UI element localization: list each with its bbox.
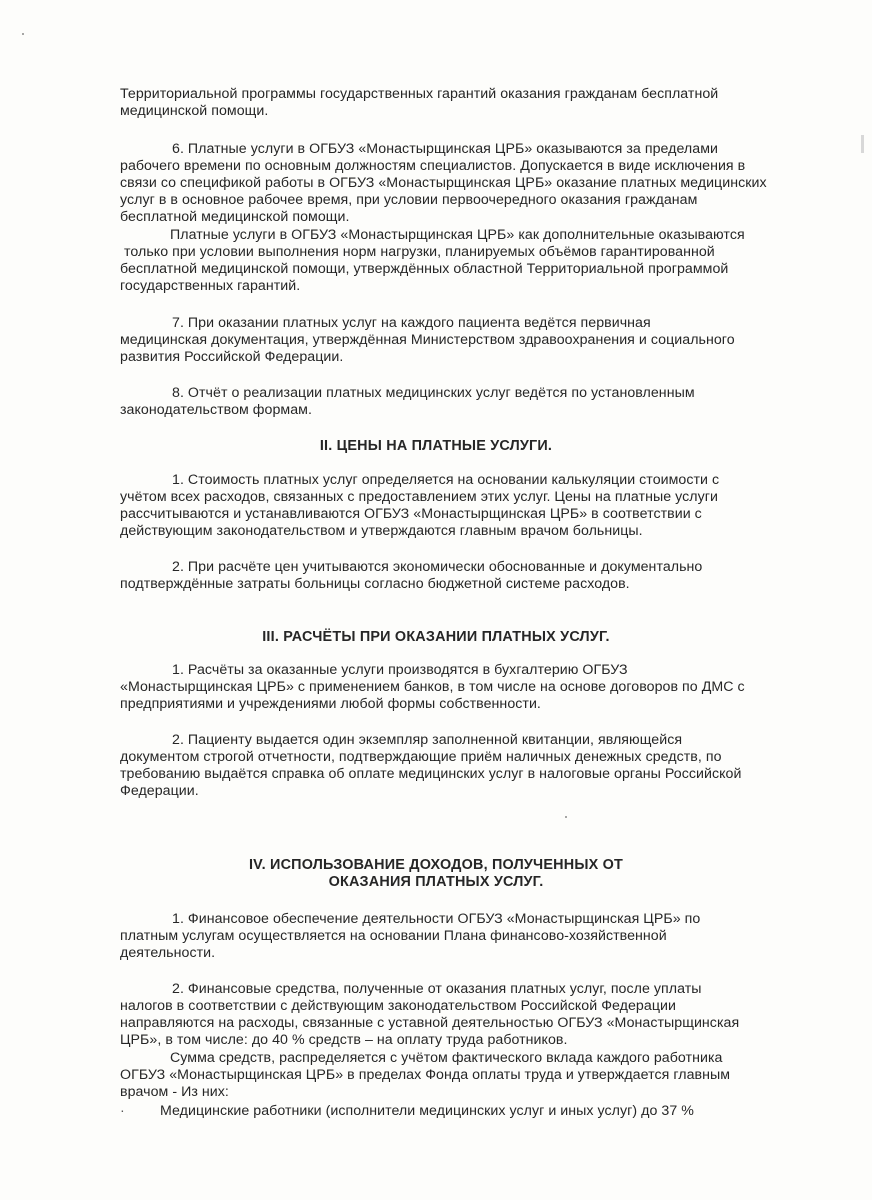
text-line: 2. Пациенту выдается один экземпляр заполненной квитанции, являющейся xyxy=(172,732,683,748)
text-line: Платные услуги в ОГБУЗ «Монастырщинская ЦРБ» как дополнительные оказываются xyxy=(170,227,745,243)
text-line: налогов в соответствии с действующим законодательством Российской Федерации xyxy=(120,998,676,1014)
text-line: документом строгой отчетности, подтверждающие приём наличных денежных средств, по xyxy=(120,749,722,765)
text-line: законодательством формам. xyxy=(120,402,312,418)
text-line: направляются на расходы, связанные с уставной деятельностью ОГБУЗ «Монастырщинская xyxy=(120,1015,740,1031)
text-line: медицинской помощи. xyxy=(120,103,269,119)
scan-edge-mark xyxy=(861,135,864,153)
scan-speck xyxy=(22,33,24,35)
text-line: 8. Отчёт о реализации платных медицинских услуг ведётся по установленным xyxy=(172,385,695,401)
text-line: услуг в в основное рабочее время, при условии первоочередного оказания гражданам xyxy=(120,192,698,208)
text-line: Территориальной программы государственных гарантий оказания гражданам бесплатной xyxy=(120,86,719,102)
bullet-item: Медицинские работники (исполнители медицинских услуг и иных услуг) до 37 % xyxy=(160,1103,694,1119)
bullet-mark: · xyxy=(120,1103,125,1119)
section-heading: II. ЦЕНЫ НА ПЛАТНЫЕ УСЛУГИ. xyxy=(319,438,553,454)
text-line: рабочего времени по основным должностям специалистов. Допускается в виде исключения в xyxy=(120,158,746,174)
text-line: «Монастырщинская ЦРБ» с применением банков, в том числе на основе договоров по ДМС с xyxy=(120,679,745,695)
scan-speck xyxy=(565,816,567,818)
text-line: предприятиями и учреждениями любой формы собственности. xyxy=(120,696,541,712)
text-line: Сумма средств, распределяется с учётом фактического вклада каждого работника xyxy=(170,1050,723,1066)
text-line: действующим законодательством и утверждаются главным врачом больницы. xyxy=(120,523,643,539)
text-line: 6. Платные услуги в ОГБУЗ «Монастырщинская ЦРБ» оказываются за пределами xyxy=(172,141,718,157)
section-heading: IV. ИСПОЛЬЗОВАНИЕ ДОХОДОВ, ПОЛУЧЕННЫХ ОТ xyxy=(248,857,624,873)
text-line: государственных гарантий. xyxy=(120,278,301,294)
text-line: учётом всех расходов, связанных с предоставлением этих услуг. Цены на платные услуги xyxy=(120,489,718,505)
text-line: платным услугам осуществляется на основании Плана финансово-хозяйственной xyxy=(120,928,667,944)
text-line: 7. При оказании платных услуг на каждого пациента ведётся первичная xyxy=(172,315,651,331)
text-line: 2. Финансовые средства, полученные от оказания платных услуг, после уплаты xyxy=(172,981,702,997)
text-line: 1. Финансовое обеспечение деятельности ОГБУЗ «Монастырщинская ЦРБ» по xyxy=(172,911,701,927)
text-line: только при условии выполнения норм нагрузки, планируемых объёмов гарантированной xyxy=(124,244,715,260)
text-line: ОГБУЗ «Монастырщинская ЦРБ» в пределах Фонда оплаты труда и утверждается главным xyxy=(120,1067,731,1083)
text-line: ЦРБ», в том числе: до 40 % средств – на оплату труда работников. xyxy=(120,1032,568,1048)
section-heading: ОКАЗАНИЯ ПЛАТНЫХ УСЛУГ. xyxy=(328,874,544,890)
text-line: рассчитываются и устанавливаются ОГБУЗ «Монастырщинская ЦРБ» в соответствии с xyxy=(120,506,702,522)
text-line: деятельности. xyxy=(120,945,216,961)
text-line: подтверждённые затраты больницы согласно бюджетной системе расходов. xyxy=(120,576,630,592)
text-line: 2. При расчёте цен учитываются экономически обоснованные и документально xyxy=(172,559,703,575)
text-line: медицинская документация, утверждённая Министерством здравоохранения и социального xyxy=(120,332,735,348)
text-line: 1. Расчёты за оказанные услуги производятся в бухгалтерию ОГБУЗ xyxy=(172,662,628,678)
text-line: бесплатной медицинской помощи. xyxy=(120,209,350,225)
section-heading: III. РАСЧЁТЫ ПРИ ОКАЗАНИИ ПЛАТНЫХ УСЛУГ. xyxy=(262,629,610,645)
text-line: Федерации. xyxy=(120,783,199,799)
text-line: требованию выдаётся справка об оплате медицинских услуг в налоговые органы Российской xyxy=(120,766,742,782)
text-line: врачом - Из них: xyxy=(120,1084,229,1100)
text-line: бесплатной медицинской помощи, утверждённых областной Территориальной программой xyxy=(120,261,729,277)
text-line: связи со спецификой работы в ОГБУЗ «Монастырщинская ЦРБ» оказание платных медицинских xyxy=(120,175,767,191)
text-line: развития Российской Федерации. xyxy=(120,349,344,365)
text-line: 1. Стоимость платных услуг определяется на основании калькуляции стоимости с xyxy=(172,472,720,488)
